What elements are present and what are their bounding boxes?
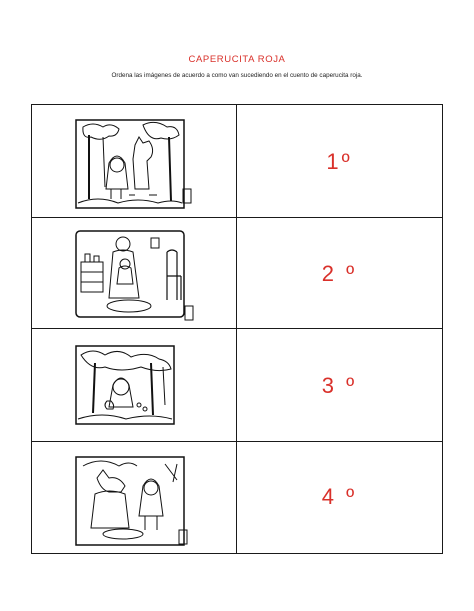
worksheet-title: CAPERUCITA ROJA <box>188 54 286 65</box>
grandmother-house-illustration <box>73 228 196 326</box>
order-cell <box>237 218 442 328</box>
worksheet-instruction: Ordena las imágenes de acuerdo a como van sucediendo en el cuento de caperucita roja. <box>111 72 363 79</box>
order-cell <box>237 442 442 553</box>
forest-wolf-meeting-illustration <box>73 117 196 213</box>
image-cell <box>32 329 237 441</box>
order-label: 3 º <box>321 373 358 398</box>
order-cell <box>237 105 442 217</box>
girl-picking-flowers-illustration <box>73 343 196 429</box>
order-label: 1º <box>326 149 353 174</box>
image-cell <box>32 105 237 217</box>
order-cell <box>237 329 442 441</box>
order-label: 4 º <box>321 484 358 509</box>
wolf-in-grandmother-bed-illustration <box>73 454 196 550</box>
table-row <box>32 105 442 218</box>
ordering-table <box>31 104 443 554</box>
table-row <box>32 218 442 329</box>
image-cell <box>32 442 237 553</box>
table-row <box>32 329 442 442</box>
order-label: 2 º <box>321 261 358 286</box>
image-cell <box>32 218 237 328</box>
table-row <box>32 442 442 553</box>
